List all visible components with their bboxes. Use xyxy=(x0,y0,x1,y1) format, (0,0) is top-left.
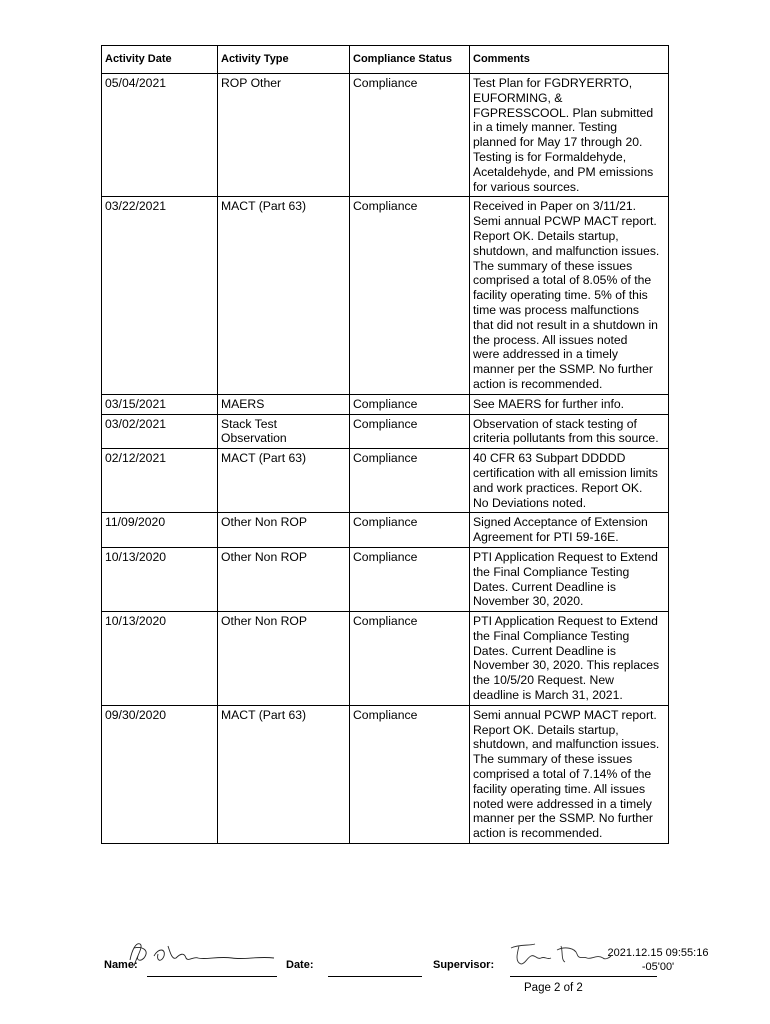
cell-activity-type: Stack Test Observation xyxy=(218,414,350,449)
cell-activity-date: 05/04/2021 xyxy=(102,74,218,197)
table-row xyxy=(102,74,669,197)
table-row xyxy=(102,547,669,611)
cell-activity-date: 10/13/2020 xyxy=(102,612,218,706)
cell-activity-date: 03/15/2021 xyxy=(102,394,218,414)
table-row xyxy=(102,414,669,449)
page-number: Page 2 of 2 xyxy=(524,982,583,994)
table-row xyxy=(102,513,669,548)
cell-compliance-status: Compliance xyxy=(350,414,470,449)
supervisor-signature-line xyxy=(510,976,657,977)
cell-activity-type: Other Non ROP xyxy=(218,612,350,706)
cell-comments: Test Plan for FGDRYERRTO, EUFORMING, & FGPRESSCOOL. Plan submitted in a timely manner. Testing planned for May 17 through 20. Testing is for Formaldehyde, Acetaldehyde, and PM emissions for various sources. xyxy=(470,74,669,197)
cell-compliance-status: Compliance xyxy=(350,74,470,197)
table-row xyxy=(102,449,669,513)
cell-activity-date: 11/09/2020 xyxy=(102,513,218,548)
table-row xyxy=(102,197,669,394)
cell-activity-type: ROP Other xyxy=(218,74,350,197)
cell-activity-type: MACT (Part 63) xyxy=(218,449,350,513)
supervisor-signature-image xyxy=(505,938,613,972)
supervisor-label: Supervisor: xyxy=(433,959,495,971)
cell-compliance-status: Compliance xyxy=(350,394,470,414)
digital-signature-stamp xyxy=(606,946,710,974)
cell-activity-type: Other Non ROP xyxy=(218,513,350,548)
cell-activity-type: MACT (Part 63) xyxy=(218,705,350,843)
table-header-row xyxy=(102,46,669,74)
name-label: Name: xyxy=(104,959,138,971)
table-row xyxy=(102,612,669,706)
date-label: Date: xyxy=(286,959,314,971)
cell-compliance-status: Compliance xyxy=(350,547,470,611)
cell-compliance-status: Compliance xyxy=(350,197,470,394)
cell-activity-date: 03/02/2021 xyxy=(102,414,218,449)
table-row xyxy=(102,394,669,414)
cell-activity-date: 09/30/2020 xyxy=(102,705,218,843)
date-line xyxy=(328,976,422,977)
cell-comments: See MAERS for further info. xyxy=(470,394,669,414)
cell-comments: Semi annual PCWP MACT report. Report OK. Details startup, shutdown, and malfunction issues. The summary of these issues comprised a total of 7.14% of the facility operating time. All issues noted were addressed in a timely manner per the SSMP. No further action is recommended. xyxy=(470,705,669,843)
cell-comments: Received in Paper on 3/11/21. Semi annual PCWP MACT report. Report OK. Details startup, shutdown, and malfunction issues. The summary of these issues comprised a total of 8.05% of the facility operating time. 5% of this time was process malfunctions that did not result in a shutdown in the process. All issues noted were addressed in a timely manner per the SSMP. No further action is recommended. xyxy=(470,197,669,394)
cell-comments: 40 CFR 63 Subpart DDDDD certification with all emission limits and work practices. Report OK. No Deviations noted. xyxy=(470,449,669,513)
cell-compliance-status: Compliance xyxy=(350,705,470,843)
cell-compliance-status: Compliance xyxy=(350,612,470,706)
cell-compliance-status: Compliance xyxy=(350,449,470,513)
cell-activity-date: 03/22/2021 xyxy=(102,197,218,394)
cell-comments: PTI Application Request to Extend the Final Compliance Testing Dates. Current Deadline is November 30, 2020. xyxy=(470,547,669,611)
cell-compliance-status: Compliance xyxy=(350,513,470,548)
cell-activity-date: 02/12/2021 xyxy=(102,449,218,513)
activity-table xyxy=(101,45,669,844)
header-compliance-status: Compliance Status xyxy=(350,46,470,74)
stamp-datetime: 2021.12.15 09:55:16 xyxy=(607,947,709,959)
header-activity-date: Activity Date xyxy=(102,46,218,74)
name-signature-image xyxy=(122,938,282,972)
header-activity-type: Activity Type xyxy=(218,46,350,74)
stamp-timezone: -05'00' xyxy=(641,961,675,973)
cell-activity-type: MAERS xyxy=(218,394,350,414)
cell-comments: Observation of stack testing of criteria pollutants from this source. xyxy=(470,414,669,449)
cell-comments: PTI Application Request to Extend the Final Compliance Testing Dates. Current Deadline is November 30, 2020. This replaces the 10/5/20 Request. New deadline is March 31, 2021. xyxy=(470,612,669,706)
cell-activity-type: Other Non ROP xyxy=(218,547,350,611)
header-comments: Comments xyxy=(470,46,669,74)
cell-activity-type: MACT (Part 63) xyxy=(218,197,350,394)
cell-activity-date: 10/13/2020 xyxy=(102,547,218,611)
name-signature-line xyxy=(147,976,277,977)
table-row xyxy=(102,705,669,843)
cell-comments: Signed Acceptance of Extension Agreement for PTI 59-16E. xyxy=(470,513,669,548)
